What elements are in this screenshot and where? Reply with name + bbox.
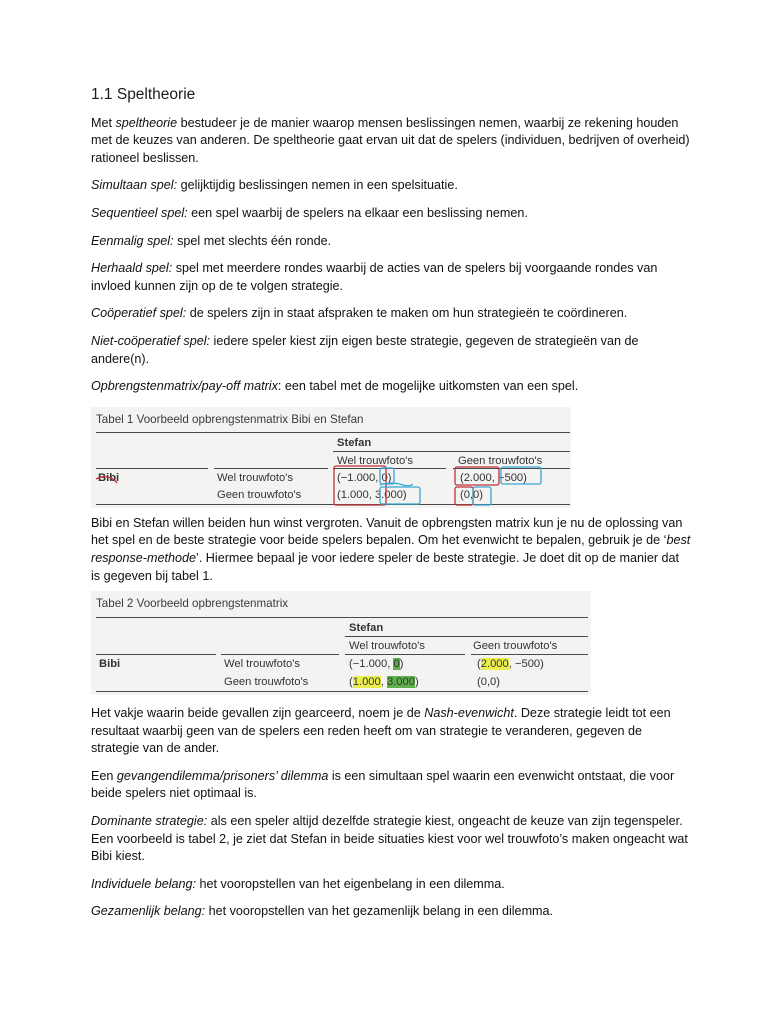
table-1-col-2: Geen trouwfoto's [458,454,543,467]
collective-interest-paragraph: Gezamenlijk belang: het vooropstellen van het gezamenlijk belang in een dilemma. [91,904,554,919]
definition-cooperatief: Coöperatief spel: de spelers zijn in staat afspraken te maken om hun strategieën te coördineren. [91,306,628,321]
table-1-player-row: Bibi [98,471,120,484]
table-1-image [91,407,571,508]
definition-niet-cooperatief: Niet-coöperatief spel: iedere speler kiest zijn eigen beste strategie, gegeven de strategieën van de andere(n). [91,333,639,366]
prisoners-dilemma-paragraph: Een gevangendilemma/prisoners’ dilemma is een simultaan spel waarin een evenwicht ontstaat, die voor beide spelers niet optimaal is. [91,768,675,801]
table-2-image [91,591,591,695]
table-2-player-row: Bibi [99,658,121,671]
definition-eenmalig: Eenmalig spel: spel met slechts één ronde. [91,233,332,248]
table-2-rule [345,654,465,655]
table-2-cell-22: (0,0) [477,676,501,689]
red-box-mark [334,466,386,505]
definition-herhaald: Herhaald spel: spel met meerdere rondes waarbij de acties van de spelers bij voorgaande rondes van invloed kunnen zijn op de te volgen strategie. [91,261,658,293]
table-1-cell-21: (1.000, 3.000) [337,488,407,501]
table-1-caption: Tabel 1 Voorbeeld opbrengstenmatrix Bibi en Stefan [96,412,364,426]
individual-interest-paragraph: Individuele belang: het vooropstellen van het eigenbelang in een dilemma. [91,876,505,891]
document-body [91,86,691,931]
table-2-rule [471,654,588,655]
table-2-cell-21: (1.000, 3.000) [349,676,419,689]
page-title: 1.1 Speltheorie [91,86,196,103]
table-1-cell-22: (0,0) [460,488,484,501]
table-1-row-2: Geen trouwfoto's [217,488,302,501]
table-1-player-col: Stefan [337,436,372,449]
definition-sequentieel: Sequentieel spel: een spel waarbij de spelers na elkaar een beslissing nemen. [91,205,528,220]
table-2-rule [221,654,339,655]
handwritten-underline-mark [96,476,117,482]
nash-paragraph: Het vakje waarin beide gevallen zijn gearceerd, noem je de Nash-evenwicht. Deze strategie leidt tot een resultaat waarbij geen van de spelers een reden heeft om van strategie te veranderen, gegeven de strategie van de ander. [91,706,671,756]
table-2-bottom-rule [96,691,588,692]
best-response-paragraph: Bibi en Stefan willen beiden hun winst vergroten. Vanuit de opbrengsten matrix kun je nu de oplossing van het spel en de beste strategie voor beide spelers bepalen. Om het evenwicht te bepalen, gebruik je de ‘best response-methode’. Hiermee bepaal je voor iedere speler de beste strategie. Je doet dit op de manier dat is gegeven bij tabel 1. [91,515,691,583]
table-1-annotations [91,407,571,508]
table-1-cell-11: (−1.000, 0) [337,471,392,484]
table-2-cell-11: (−1.000, 0) [349,658,404,671]
definition-simultaan: Simultaan spel: gelijktijdig beslissingen nemen in een spelsituatie. [91,178,458,193]
table-2-col-1: Wel trouwfoto's [349,640,425,653]
table-2-caption: Tabel 2 Voorbeeld opbrengstenmatrix [96,597,289,611]
table-2-row-2: Geen trouwfoto's [224,676,309,689]
blue-box-mark [473,487,491,505]
table-2-rule [345,636,588,637]
table-2-cell-12: (2.000, −500) [477,658,544,671]
blue-box-mark [380,468,394,484]
table-2-col-2: Geen trouwfoto's [473,640,558,653]
blue-box-mark [501,467,541,484]
table-2-row-1: Wel trouwfoto's [224,658,300,671]
table-2-top-rule [96,617,588,618]
table-2-rule [96,654,216,655]
definition-opbrengstenmatrix: Opbrengstenmatrix/pay-off matrix: een tabel met de mogelijke uitkomsten van een spel. [91,379,579,394]
table-2-player-col: Stefan [349,622,384,635]
red-box-mark [455,487,473,505]
table-1-cell-12: (2.000, −500) [460,471,527,484]
dominant-strategy-paragraph: Dominante strategie: als een speler altijd dezelfde strategie kiest, ongeacht de keuze van zijn tegenspeler. Een voorbeeld is tabel 2, je ziet dat Stefan in beide situaties kiest voor wel trouwfoto’s maken ongeacht wat Bibi kiest. [91,814,688,864]
intro-paragraph: Met speltheorie bestudeer je de manier waarop mensen beslissingen nemen, waarbij ze rekening houden met de keuzes van anderen. De speltheorie gaat ervan uit dat de spelers (individuen, bedrijven of overheid) rationeel beslissen. [91,115,690,165]
table-1-row-1: Wel trouwfoto's [217,471,293,484]
red-box-mark [455,467,499,485]
table-1-col-1: Wel trouwfoto's [337,454,413,467]
